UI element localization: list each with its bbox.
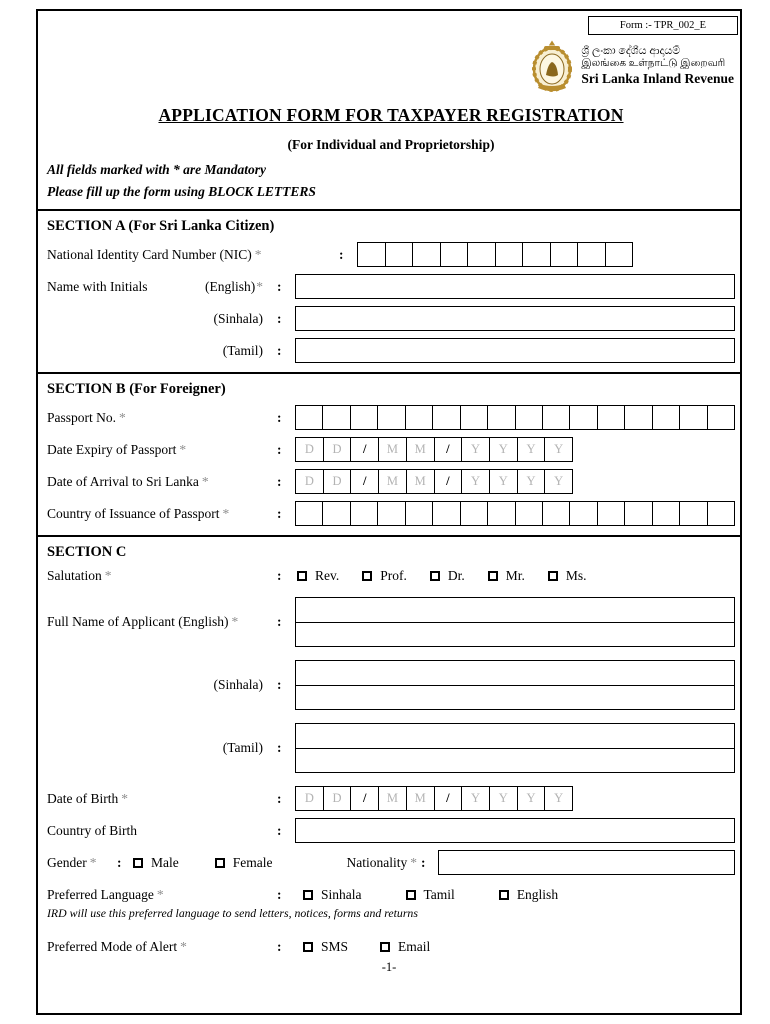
date-separator-cell: / [350,786,379,811]
required-asterisk: * [121,790,128,806]
english-label: (English) [205,278,256,294]
required-asterisk: * [180,939,187,954]
input-cell[interactable] [569,501,597,526]
input-cell[interactable] [295,405,323,430]
input-cell[interactable] [350,501,378,526]
checkbox-label: Ms. [565,568,587,583]
name-tamil-input[interactable] [295,338,735,363]
input-cell[interactable] [605,242,634,267]
country-of-birth-input[interactable] [295,818,735,843]
field-salutation [47,568,735,584]
full-name-english-label: Full Name of Applicant (English) [47,614,229,629]
sinhala-label: (Sinhala) [213,310,263,326]
tamil-label: (Tamil) [222,342,263,358]
org-names [581,45,734,87]
colon: : [339,246,344,262]
field-passport-expiry [47,437,735,462]
nic-cells [357,242,633,267]
required-asterisk: * [119,409,126,425]
colon: : [277,473,282,489]
form-content [38,11,740,1013]
input-cell[interactable]: M [378,786,407,811]
name-english-input[interactable] [295,274,735,299]
checkbox[interactable] [297,571,307,581]
option-email [380,939,430,955]
required-asterisk: * [222,505,230,521]
input-cell[interactable] [679,405,707,430]
input-cell[interactable]: Y [489,437,518,462]
section-divider [38,372,740,374]
input-cell[interactable]: Y [461,437,490,462]
section-b-title: SECTION B (For Foreigner) [47,381,226,397]
section-divider [38,209,740,211]
gender-label: Gender [47,854,87,870]
checkbox-label: Mr. [505,568,525,583]
option-male [133,855,179,871]
language-note: IRD will use this preferred language to send letters, notices, forms and returns [47,906,418,920]
nic-label: National Identity Card Number (NIC) [47,246,252,262]
required-asterisk: * [201,473,209,489]
option-tamil [406,887,455,903]
passport-expiry-date-cells [295,437,573,462]
input-cell[interactable] [550,242,579,267]
country-of-birth-label: Country of Birth [47,822,137,838]
passport-expiry-label: Date Expiry of Passport [47,441,177,457]
input-cell[interactable] [295,501,323,526]
field-name-sinhala [47,306,735,331]
checkbox[interactable] [215,858,225,868]
colon: : [277,342,282,358]
block-letters-note: Please fill up the form using BLOCK LETTERS [47,184,316,199]
nationality-input[interactable] [438,850,736,875]
sri-lanka-inland-revenue-logo [530,39,574,93]
colon: : [277,278,282,294]
required-asterisk: * [256,278,263,294]
input-cell[interactable] [515,405,543,430]
input-cell[interactable]: M [406,437,435,462]
field-full-name-english [47,597,735,647]
form-sheet [36,9,742,1015]
checkbox-label: SMS [321,939,349,954]
checkbox[interactable] [488,571,498,581]
field-gender-nationality [47,850,735,875]
field-alert-mode [47,939,735,955]
field-name-tamil [47,338,735,363]
input-cell[interactable] [624,405,652,430]
option-mr [488,568,525,584]
colon: : [117,854,122,870]
checkbox[interactable] [362,571,372,581]
input-cell[interactable]: Y [517,437,546,462]
date-of-birth-cells [295,786,573,811]
form-subtitle: (For Individual and Proprietorship) [287,137,495,152]
field-passport-no [47,405,735,430]
option-sinhala [303,887,362,903]
required-asterisk: * [104,568,112,583]
input-cell[interactable]: Y [544,469,573,494]
date-separator-cell: / [434,786,463,811]
input-cell[interactable]: Y [544,437,573,462]
colon: : [421,854,426,870]
input-cell[interactable] [487,405,515,430]
input-cell[interactable] [377,501,405,526]
preferred-language-label: Preferred Language [47,887,154,902]
field-full-name-tamil [47,723,735,773]
full-name-sinhala-label: (Sinhala) [213,677,263,692]
required-asterisk: * [410,854,417,870]
input-cell[interactable] [460,405,488,430]
required-asterisk: * [179,441,187,457]
input-cell[interactable] [487,501,515,526]
input-cell[interactable] [322,501,350,526]
org-name-tamil: இலங்கை உள்நாட்டு இறைவரி [581,58,726,70]
language-options [303,887,602,903]
colon: : [277,310,282,326]
checkbox-label: Email [398,939,431,954]
input-cell[interactable] [432,405,460,430]
input-cell[interactable] [377,405,405,430]
checkbox[interactable] [380,942,390,952]
checkbox[interactable] [548,571,558,581]
input-cell[interactable] [412,242,441,267]
option-sms [303,939,348,955]
colon: : [277,822,282,838]
page-number: -1- [381,960,397,974]
input-cell[interactable]: D [295,437,324,462]
passport-no-cells [295,405,735,430]
alert-options [303,939,462,955]
input-cell[interactable] [707,501,735,526]
input-cell[interactable]: D [295,469,324,494]
input-cell[interactable]: M [406,469,435,494]
input-cell[interactable] [495,242,524,267]
input-cell[interactable] [652,405,680,430]
colon: : [277,740,282,755]
input-cell[interactable] [597,405,625,430]
field-date-of-birth [47,786,735,811]
salutation-label: Salutation [47,568,102,583]
input-cell[interactable] [569,405,597,430]
required-asterisk: * [254,246,262,262]
date-separator-cell: / [350,469,379,494]
input-cell[interactable]: M [406,786,435,811]
checkbox[interactable] [406,890,416,900]
full-name-english-input[interactable] [295,597,735,647]
checkbox[interactable] [303,942,313,952]
colon: : [277,939,282,954]
issuance-country-label: Country of Issuance of Passport [47,505,220,521]
colon: : [277,409,282,425]
checkbox-label: English [516,887,559,902]
checkbox[interactable] [303,890,313,900]
full-name-tamil-label: (Tamil) [222,740,263,755]
checkbox-label: Rev. [315,568,340,583]
name-sinhala-input[interactable] [295,306,735,331]
colon: : [277,568,282,583]
input-cell[interactable] [350,405,378,430]
full-name-sinhala-input[interactable] [295,660,735,710]
name-with-initials-label: Name with Initials [47,278,148,294]
colon: : [277,790,282,806]
input-cell[interactable] [542,501,570,526]
input-cell[interactable]: Y [461,786,490,811]
org-name-sinhala: ශ්‍රී ලංකා දේශීය ආදායම් [581,45,681,58]
date-separator-cell: / [434,469,463,494]
field-nic [47,242,735,267]
checkbox-label: Male [151,854,179,870]
input-cell[interactable] [385,242,414,267]
form-title: APPLICATION FORM FOR TAXPAYER REGISTRATION [158,105,624,125]
checkbox[interactable] [133,858,143,868]
input-cell[interactable]: Y [544,786,573,811]
org-name-english: Sri Lanka Inland Revenue [581,70,734,86]
colon: : [277,505,282,521]
input-cell[interactable] [652,501,680,526]
full-name-tamil-input[interactable] [295,723,735,773]
option-english [499,887,558,903]
colon: : [277,887,282,902]
checkbox[interactable] [430,571,440,581]
option-dr [430,568,465,584]
input-cell[interactable]: Y [461,469,490,494]
checkbox-label: Prof. [380,568,407,583]
passport-no-label: Passport No. [47,409,117,425]
colon: : [277,614,282,629]
option-female [215,855,273,871]
section-c-title: SECTION C [47,544,127,560]
field-name-english [47,274,735,299]
input-cell[interactable] [467,242,496,267]
date-separator-cell: / [434,437,463,462]
input-cell[interactable] [707,405,735,430]
input-cell[interactable] [522,242,551,267]
input-cell[interactable]: Y [517,786,546,811]
field-issuance-country [47,501,735,526]
input-cell[interactable] [432,501,460,526]
arrival-date-cells [295,469,573,494]
colon: : [277,677,282,692]
input-cell[interactable]: M [378,437,407,462]
option-rev [297,568,339,584]
input-cell[interactable]: M [378,469,407,494]
alert-mode-label: Preferred Mode of Alert [47,939,178,954]
input-cell[interactable]: Y [489,786,518,811]
checkbox-label: Tamil [423,887,455,902]
input-cell[interactable] [542,405,570,430]
field-preferred-language [47,887,735,903]
colon: : [277,441,282,457]
input-cell[interactable]: D [323,786,352,811]
input-cell[interactable] [679,501,707,526]
input-cell[interactable]: Y [489,469,518,494]
input-cell[interactable] [460,501,488,526]
input-cell[interactable] [322,405,350,430]
checkbox-label: Sinhala [321,887,362,902]
gender-options [133,855,309,871]
input-cell[interactable] [405,501,433,526]
required-asterisk: * [89,854,97,870]
input-cell[interactable] [357,242,386,267]
input-cell[interactable] [624,501,652,526]
issuance-country-cells [295,501,735,526]
nationality-label: Nationality [346,854,408,870]
section-a-title: SECTION A (For Sri Lanka Citizen) [47,218,275,234]
mandatory-note: All fields marked with * are Mandatory [47,162,267,177]
input-cell[interactable] [597,501,625,526]
field-full-name-sinhala [47,660,735,710]
arrival-date-label: Date of Arrival to Sri Lanka [47,473,199,489]
input-cell[interactable]: Y [517,469,546,494]
checkbox-label: Dr. [447,568,465,583]
field-country-of-birth [47,818,735,843]
option-ms [548,568,587,584]
option-prof [362,568,407,584]
input-cell[interactable] [515,501,543,526]
section-divider [38,535,740,537]
field-arrival-date [47,469,735,494]
checkbox-label: Female [232,854,273,870]
form-code-text: Form :- TPR_002_E [619,20,707,31]
salutation-options [297,568,610,584]
input-cell[interactable]: D [323,437,352,462]
input-cell[interactable] [405,405,433,430]
checkbox[interactable] [499,890,509,900]
input-cell[interactable]: D [323,469,352,494]
required-asterisk: * [231,614,239,629]
date-separator-cell: / [350,437,379,462]
input-cell[interactable]: D [295,786,324,811]
required-asterisk: * [156,887,164,902]
input-cell[interactable] [577,242,606,267]
input-cell[interactable] [440,242,469,267]
date-of-birth-label: Date of Birth [47,790,119,806]
form-code-box [588,16,738,35]
